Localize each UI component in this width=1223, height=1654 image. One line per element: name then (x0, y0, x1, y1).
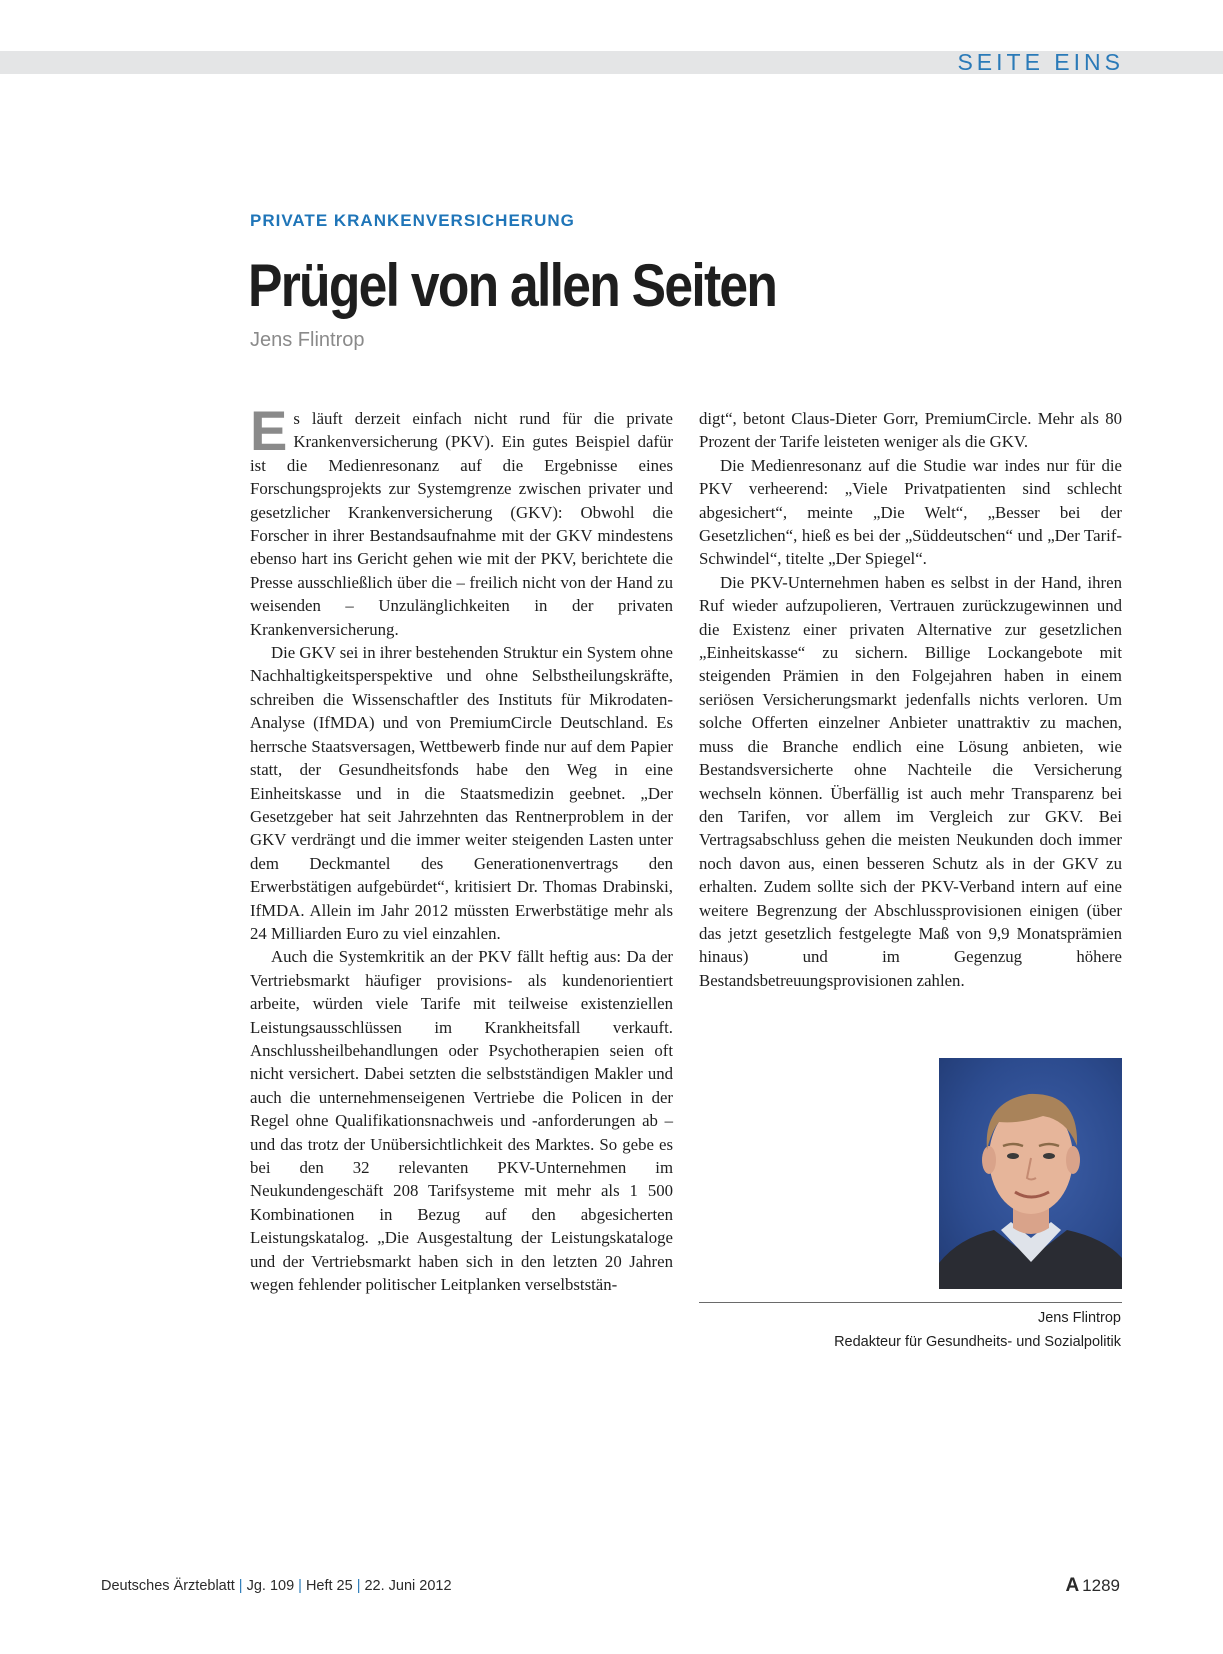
article-paragraph: Auch die Systemkritik an der PKV fällt heftig aus: Da der Vertriebsmarkt häufiger provisions- als kundenorientiert arbeite, würden viele Tarife mit teilweise existenziellen Leistungsausschlüssen im Krankheitsfall verkauft. Anschlussheilbehandlungen oder Psychotherapien seien oft nicht versichert. Dabei setzten die selbstständigen Makler und auch die unternehmenseigenen Vertriebe die Policen in der Regel ohne Qualifikationsnachweis und -anforderungen ab – und das trotz der Unübersichtlichkeit des Marktes. So gebe es bei den 32 relevanten PKV-Unternehmen im Neukundengeschäft 208 Tarifsysteme mit mehr als 1 500 Kombinationen in Bezug auf den abgesicherten Leistungskatalog. „Die Ausgestaltung der Leistungskataloge und der Vertriebsmarkt haben sich in den letzten 20 Jahren wegen fehlender politischer Leitplanken verselbststän- (250, 947, 673, 1295)
caption-name: Jens Flintrop (1037, 1310, 1121, 1326)
footer-separator: | (238, 1578, 243, 1594)
article-kicker: PRIVATE KRANKENVERSICHERUNG (250, 211, 575, 230)
dropcap: E (250, 399, 288, 462)
caption-rule (699, 1302, 1122, 1303)
article-author: Jens Flintrop (250, 329, 365, 351)
article-paragraph: digt“, betont Claus-Dieter Gorr, PremiumCircle. Mehr als 80 Prozent der Tarife leisteten weniger als die GKV. (699, 409, 1122, 452)
portrait-caption (834, 1306, 1121, 1354)
page-prefix: A (1065, 1575, 1080, 1596)
footer-date: 22. Juni 2012 (364, 1578, 452, 1594)
article-paragraph: Es läuft derzeit einfach nicht rund für die private Krankenversicherung (PKV). Ein gutes Beispiel dafür ist die Medienresonanz auf die Ergebnisse eines Forschungsprojekts zur Systemgrenze zwischen privater und gesetzlicher Krankenversicherung (GKV): Obwohl die Forscher in ihrer Bestandsaufnahme mit der GKV mindestens ebenso hart ins Gericht gehen wie mit der PKV, berichtete die Presse ausschließlich über die – freilich nicht von der Hand zu weisenden – Unzulänglichkeiten in der privaten Krankenversicherung. (250, 399, 673, 639)
article-column-left (250, 399, 673, 1296)
article-paragraph: Die PKV-Unternehmen haben es selbst in der Hand, ihren Ruf wieder aufzupolieren, Vertrauen zurückzugewinnen und die Existenz einer privaten Alternative zur gesetzlichen „Einheitskasse“ zu sichern. Billige Lockangebote mit steigenden Prämien in den Folgejahren haben in einem seriösen Versicherungsmarkt jedenfalls nichts verloren. Um solche Offerten einzelner Anbieter unattraktiv zu machen, muss die Branche endlich eine Lösung anbieten, wie Bestandsversicherte ohne Nachteile die Versicherung wechseln können. Überfällig ist auch mehr Transparenz bei den Tarifen, vor allem im Vergleich zur GKV. Bei Vertragsabschluss gehen die meisten Neukunden doch immer noch davon aus, einen besseren Schutz als in der GKV zu erhalten. Zudem sollte sich der PKV-Verband intern auf eine weitere Begrenzung der Abschlussprovisionen einigen (über das jetzt gesetzlich festgelegte Maß von 9,9 Monatsprämien hinaus) und im Gegenzug höhere Bestandsbetreuungsprovisionen zahlen. (699, 572, 1122, 990)
article-column-right (699, 407, 1122, 992)
caption-role: Redakteur für Gesundheits- und Sozialpolitik (834, 1334, 1121, 1350)
section-label: SEITE EINS (957, 49, 1124, 75)
footer-citation (101, 1578, 452, 1594)
footer-issue: Heft 25 (305, 1578, 353, 1594)
article-paragraph: Die Medienresonanz auf die Studie war indes nur für die PKV verheerend: „Viele Privatpatienten sind schlecht abgesichert“, meinte „Die Welt“, „Besser bei der Gesetzlichen“, hieß es bei der „Süddeutschen“ und „Der Tarif-Schwindel“, titelte „Der Spiegel“. (699, 455, 1122, 569)
author-portrait (939, 1058, 1122, 1289)
article-paragraph: Die GKV sei in ihrer bestehenden Struktur ein System ohne Nachhaltigkeitsperspektive und ohne Selbstheilungskräfte, schreiben die Wissenschaftler des Instituts für Mikrodaten-Analyse (IfMDA) und von PremiumCircle Deutschland. Es herrsche Staatsversagen, Wettbewerb finde nur auf dem Papier statt, der Gesundheitsfonds habe den Weg in eine Einheitskasse und in die Staatsmedizin geebnet. „Der Gesetzgeber hat seit Jahrzehnten das Rentnerproblem in der GKV verdrängt und die immer weiter steigenden Lasten unter dem Deckmantel des Generationenvertrags den Erwerbstätigen aufgebürdet“, kritisiert Dr. Thomas Drabinski, IfMDA. Allein im Jahr 2012 müssten Erwerbstätige mehr als 24 Milliarden Euro zu viel einzahlen. (250, 643, 673, 943)
footer-separator: | (356, 1578, 361, 1594)
page-number-value: 1289 (1082, 1576, 1120, 1595)
page-number (1065, 1575, 1120, 1597)
article-title: Prügel von allen Seiten (248, 252, 777, 319)
footer-volume: Jg. 109 (246, 1578, 295, 1594)
footer-separator: | (298, 1578, 302, 1594)
footer-journal: Deutsches Ärzteblatt (101, 1578, 235, 1594)
